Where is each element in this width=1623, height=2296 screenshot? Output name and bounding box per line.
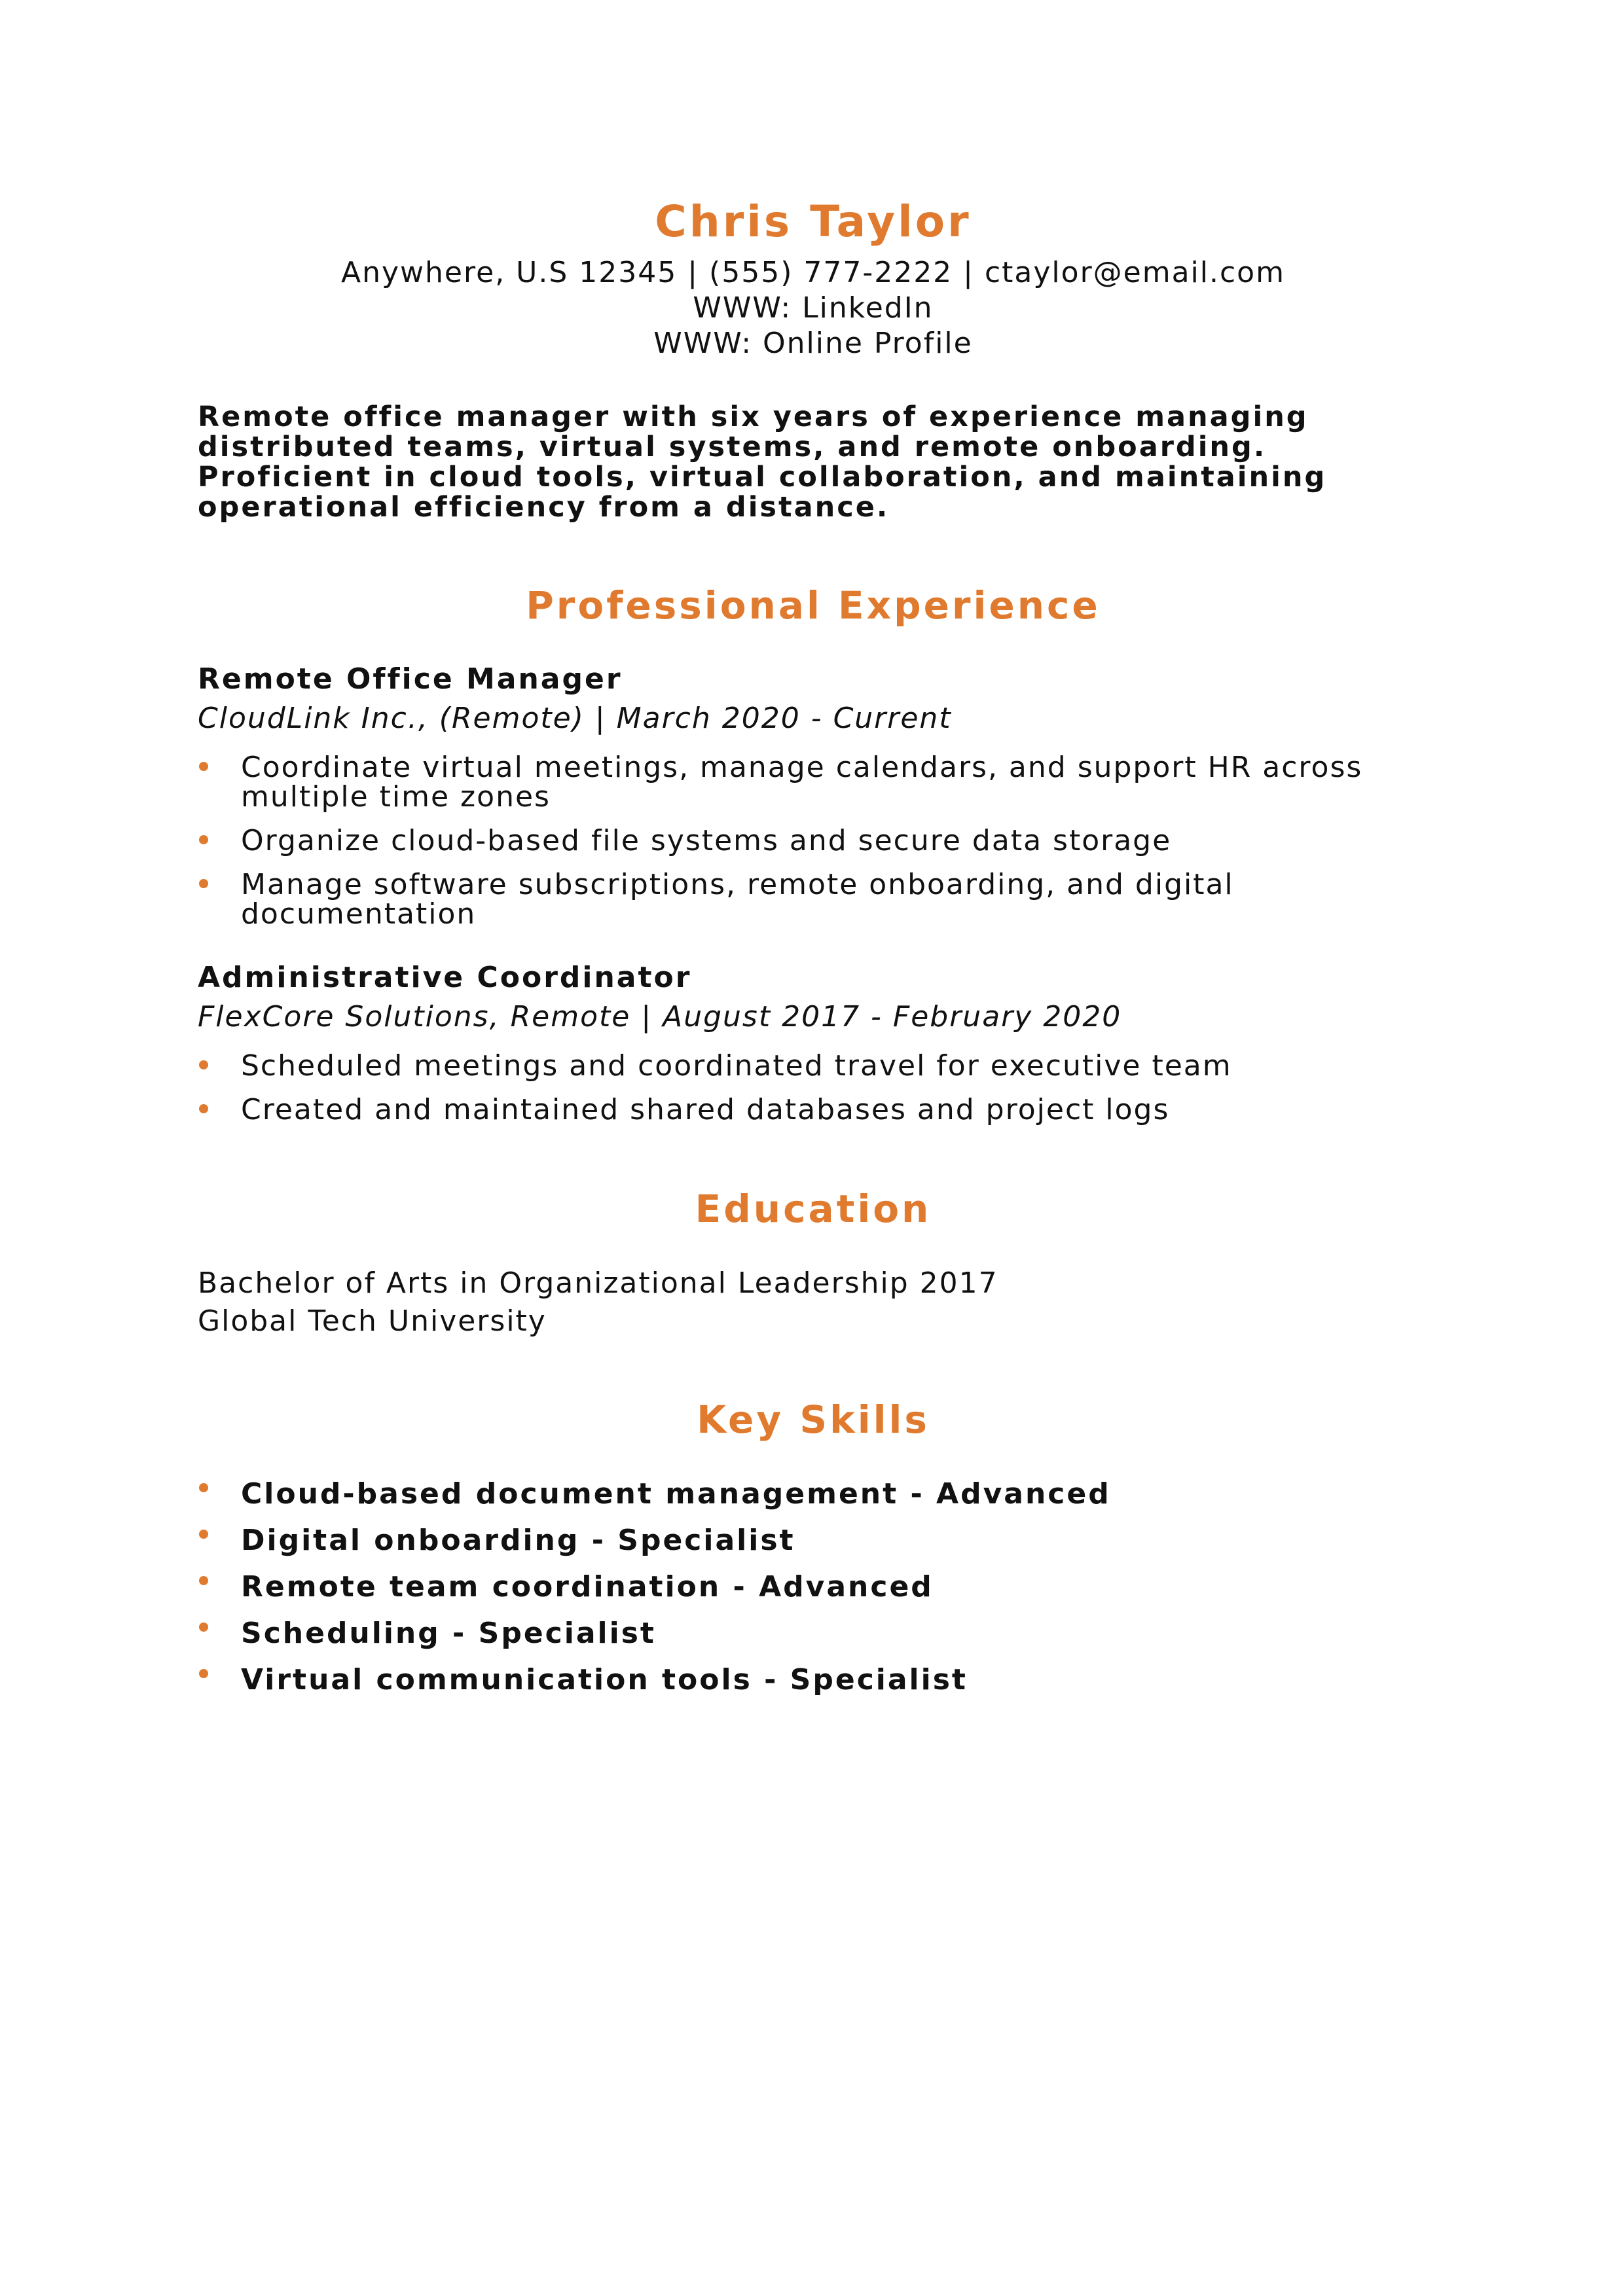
- job-title-2: Administrative Coordinator: [198, 961, 692, 994]
- bullet-dot-icon: [199, 1623, 208, 1632]
- list-item: Cloud-based document management - Advanced: [198, 1479, 1429, 1509]
- online-profile-link[interactable]: WWW: Online Profile: [653, 327, 973, 360]
- job-bullets-2: [198, 1051, 1429, 1124]
- skills-list: [198, 1479, 1429, 1695]
- list-item: Manage software subscriptions, remote onboarding, and digital documentation: [198, 870, 1429, 929]
- bullet-dot-icon: [199, 762, 208, 771]
- bullet-dot-icon: [199, 1530, 208, 1539]
- list-item: Scheduled meetings and coordinated travel for executive team: [198, 1051, 1429, 1081]
- list-item: Created and maintained shared databases and project logs: [198, 1095, 1429, 1124]
- linkedin-link[interactable]: WWW: LinkedIn: [693, 291, 934, 325]
- bullet-dot-icon: [199, 1669, 208, 1678]
- list-item: Digital onboarding - Specialist: [198, 1526, 1429, 1555]
- contact-block: [198, 255, 1429, 361]
- job-meta-2: FlexCore Solutions, Remote | August 2017 - February 2020: [198, 1000, 1122, 1033]
- bullet-dot-icon: [199, 1060, 208, 1069]
- professional-summary: Remote office manager with six years of experience managing distributed teams, virtual systems, and remote onboarding. Proficient in cloud tools, virtual collaboration, and maintaining operational efficiency from a distance.: [198, 401, 1327, 524]
- list-item: Remote team coordination - Advanced: [198, 1572, 1429, 1602]
- bullet-dot-icon: [199, 879, 208, 888]
- bullet-dot-icon: [199, 835, 208, 844]
- list-item: Scheduling - Specialist: [198, 1619, 1429, 1648]
- experience-heading: Professional Experience: [526, 583, 1101, 628]
- skills-heading: Key Skills: [697, 1397, 930, 1442]
- education-school: Global Tech University: [198, 1304, 547, 1338]
- education-degree: Bachelor of Arts in Organizational Leadership 2017: [198, 1266, 998, 1300]
- list-item: Organize cloud-based file systems and secure data storage: [198, 826, 1429, 855]
- job-meta-1: CloudLink Inc., (Remote) | March 2020 - Current: [198, 702, 952, 735]
- bullet-dot-icon: [199, 1483, 208, 1492]
- list-item: Virtual communication tools - Specialist: [198, 1665, 1429, 1695]
- bullet-dot-icon: [199, 1576, 208, 1585]
- bullet-dot-icon: [199, 1104, 208, 1113]
- job-bullets-1: [198, 753, 1429, 929]
- list-item: Coordinate virtual meetings, manage calendars, and support HR across multiple time zones: [198, 753, 1429, 812]
- education-heading: Education: [695, 1187, 932, 1231]
- candidate-name: Chris Taylor: [655, 196, 972, 247]
- contact-line: Anywhere, U.S 12345 | (555) 777-2222 | ctaylor@email.com: [341, 256, 1285, 289]
- job-title-1: Remote Office Manager: [198, 662, 623, 696]
